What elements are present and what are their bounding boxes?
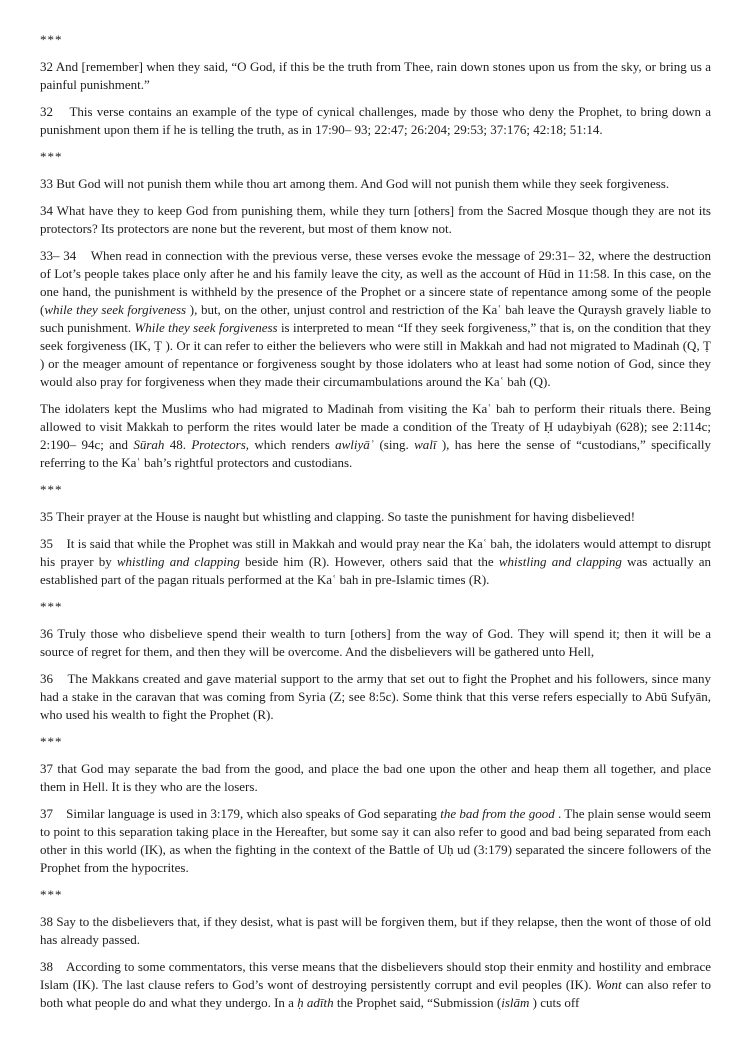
section-separator <box>40 31 711 49</box>
verse-paragraph <box>40 58 715 94</box>
text-run: 35 Their prayer at the House is naught but whistling and clapping. So taste the punishment for having disbelieved! <box>40 509 636 524</box>
italic-text-run: Protectors, <box>191 437 250 452</box>
commentary-paragraph <box>40 400 715 472</box>
italic-text-run: whistling and clapping <box>498 554 622 569</box>
text-run: ), has here the sense of “custodians,” specifically referring to the Kaʿ bah’s rightful protectors and custodians. <box>40 437 715 470</box>
text-run: the Prophet said, “Submission ( <box>333 995 502 1010</box>
text-run: 38 According to some commentators, this verse means that the disbelievers should stop their enmity and hostility and embrace Islam (IK). The last clause refers to God’s wont of destroying persistently corrupt and evil peoples (IK). <box>40 959 715 992</box>
text-run: beside him (R). However, others said that the <box>239 554 499 569</box>
page-content <box>40 31 715 1012</box>
commentary-paragraph <box>40 247 715 391</box>
text-run: 36 The Makkans created and gave material support to the army that set out to fight the Prophet and his followers, since many had a stake in the caravan that was coming from Syria (Z; see 8:5c). Some think that this verse refers especially to Abū Sufyān, who used his wealth to fight the Prophet (R). <box>40 671 715 722</box>
commentary-paragraph <box>40 670 715 724</box>
commentary-paragraph <box>40 535 715 589</box>
section-separator <box>40 598 711 616</box>
separator-glyphs: *** <box>40 887 63 902</box>
text-run: 35 It is said that while the Prophet was still in Makkah and would pray near the Kaʿ bah, the idolaters would attempt to disrupt his prayer by <box>40 536 715 569</box>
italic-text-run: while they seek forgiveness <box>44 302 187 317</box>
section-separator <box>40 886 711 904</box>
verse-paragraph <box>40 913 715 949</box>
text-run: 36 Truly those who disbelieve spend their wealth to turn [others] from the way of God. They will spend it; then it will be a source of regret for them, and then they will be overcome. And the disbelievers will be gathered unto Hell, <box>40 626 715 659</box>
verse-paragraph <box>40 760 715 796</box>
section-separator <box>40 733 711 751</box>
italic-text-run: walī <box>414 437 437 452</box>
text-run: which renders <box>249 437 336 452</box>
italic-text-run: whistling and clapping <box>116 554 240 569</box>
text-run: 34 What have they to keep God from punishing them, while they turn [others] from the Sacred Mosque though they are not its protectors? Its protectors are none but the reverent, but most of them know not. <box>40 203 715 236</box>
text-run: ), but, on the other, unjust control and restriction of the Kaʿ bah leave the Quraysh gravely liable to such punishment. <box>40 302 715 335</box>
verse-paragraph <box>40 175 711 193</box>
text-run: 38 Say to the disbelievers that, if they desist, what is past will be forgiven them, but if they relapse, then the wont of those of old has already passed. <box>40 914 715 947</box>
italic-text-run: Sūrah <box>133 437 165 452</box>
text-run: 32 This verse contains an example of the type of cynical challenges, made by those who deny the Prophet, to bring down a punishment upon them if he is telling the truth, as in 17:90– 93; 22:47; 26:204; 29:53; 37:176; 42:18; 51:14. <box>40 104 715 137</box>
section-separator <box>40 481 711 499</box>
separator-glyphs: *** <box>40 599 63 614</box>
verse-paragraph <box>40 202 715 238</box>
text-run: 37 that God may separate the bad from the good, and place the bad one upon the other and heap them all together, and place them in Hell. It is they who are the losers. <box>40 761 715 794</box>
text-run: was actually an established part of the pagan rituals performed at the Kaʿ bah in pre-Islamic times (R). <box>40 554 715 587</box>
italic-text-run: While they seek forgiveness <box>134 320 278 335</box>
separator-glyphs: *** <box>40 482 63 497</box>
separator-glyphs: *** <box>40 149 63 164</box>
text-run: . The plain sense would seem to point to this separation taking place in the Hereafter, but some say it can also refer to good and bad being separated from each other in this world (IK), as when the fighting in the context of the Battle of Uḥ ud (3:179) separated the sincere followers of the Prophet from the hypocrites. <box>40 806 715 875</box>
italic-text-run: the bad from the good <box>440 806 555 821</box>
commentary-paragraph <box>40 103 715 139</box>
separator-glyphs: *** <box>40 32 63 47</box>
italic-text-run: islām <box>501 995 530 1010</box>
text-run: (sing. <box>374 437 415 452</box>
commentary-paragraph <box>40 805 715 877</box>
commentary-paragraph <box>40 958 715 1012</box>
text-run: is interpreted to mean “If they seek forgiveness,” that is, on the condition that they seek forgiveness (IK, Ṭ ). Or it can refer to either the believers who were still in Makkah and had not migrated to Madinah (Q, Ṭ ) or the meager amount of repentance or forgiveness sought by those idolaters who at least had some notion of God, since they would also pray for forgiveness when they made their circumambulations around the Kaʿ bah (Q). <box>40 320 715 389</box>
text-run: ) cuts off <box>529 995 580 1010</box>
text-run: can also refer to both what people do and what they undergo. In a <box>40 977 715 1010</box>
text-run: 32 And [remember] when they said, “O God, if this be the truth from Thee, rain down stones upon us from the sky, or bring us a painful punishment.” <box>40 59 715 92</box>
verse-paragraph <box>40 625 715 661</box>
italic-text-run: awliyāʾ <box>335 437 375 452</box>
text-run: The idolaters kept the Muslims who had migrated to Madinah from visiting the Kaʿ bah to perform their rituals there. Being allowed to visit Makkah to perform the rites would later be made a condition of the Treaty of Ḥ udaybiyah (628); see 2:114c; 2:190– 94c; and <box>40 401 715 452</box>
verse-paragraph <box>40 508 711 526</box>
section-separator <box>40 148 711 166</box>
text-run: 37 Similar language is used in 3:179, which also speaks of God separating <box>40 806 441 821</box>
text-run: 33 But God will not punish them while thou art among them. And God will not punish them while they seek forgiveness. <box>40 176 670 191</box>
separator-glyphs: *** <box>40 734 63 749</box>
italic-text-run: ḥ adīth <box>297 995 334 1010</box>
italic-text-run: Wont <box>595 977 622 992</box>
text-run: 48. <box>164 437 192 452</box>
text-run: 33– 34 When read in connection with the previous verse, these verses evoke the message of 29:31– 32, where the destruction of Lot’s people takes place only after he and his family leave the city, as well as the account of Hūd in 11:58. In this case, on the one hand, the punishment is withheld by the presence of the Prophet or a sincere state of repentance among some of the people ( <box>40 248 715 317</box>
